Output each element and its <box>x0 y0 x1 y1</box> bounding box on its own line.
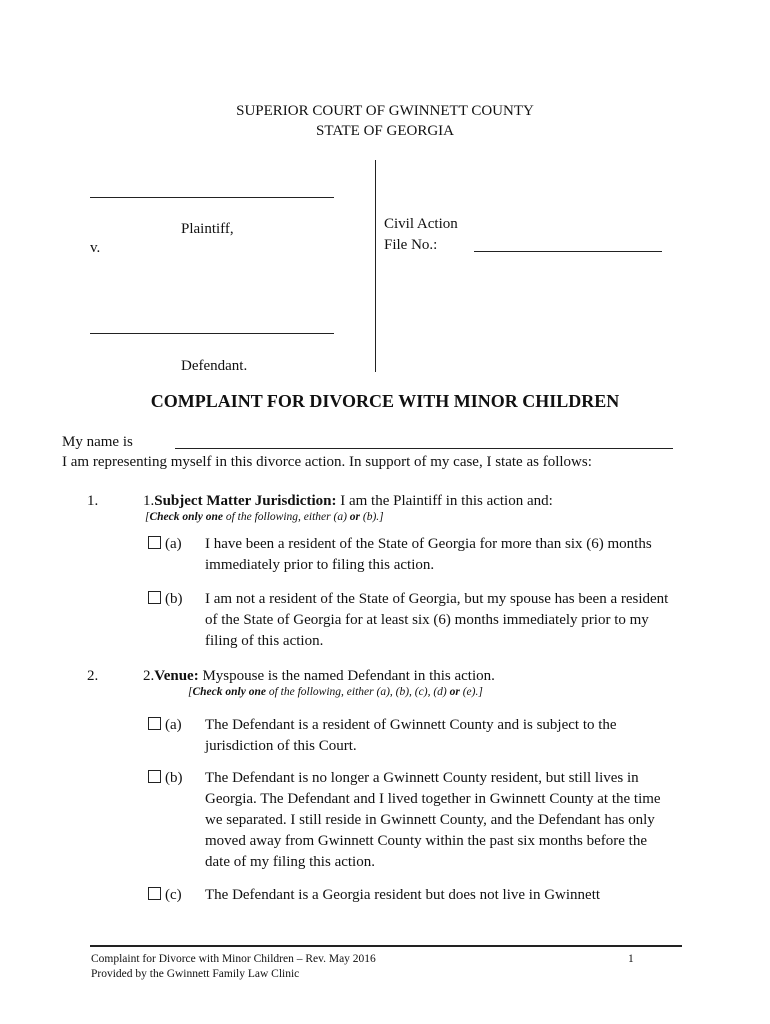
file-number-label: File No.: <box>384 237 438 253</box>
section-number: 2. <box>87 668 99 684</box>
plaintiff-name-line[interactable] <box>90 197 334 198</box>
checkbox[interactable] <box>148 887 161 900</box>
file-number-line[interactable] <box>474 251 662 252</box>
checkbox[interactable] <box>148 717 161 730</box>
section-instruction: [Check only one of the following, either (a) or (b).] <box>145 511 384 523</box>
option-text: The Defendant is no longer a Gwinnett County resident, but still lives in Georgia. The Defendant and I lived together in Gwinnett County at the time we separated. I still reside in Gwinnett County, and the Defendant has only moved away from Gwinnett County within the past six months before the date of my filing this action. <box>205 770 661 870</box>
section-number: 1. <box>87 493 99 509</box>
court-state: STATE OF GEORGIA <box>316 123 454 139</box>
versus-label: v. <box>90 240 101 256</box>
defendant-label: Defendant. <box>181 358 248 374</box>
section-heading: 2.Venue: Myspouse is the named Defendant in this action. <box>143 668 495 684</box>
defendant-name-line[interactable] <box>90 333 334 334</box>
checkbox[interactable] <box>148 591 161 604</box>
page-number: 1 <box>628 953 634 965</box>
court-name: SUPERIOR COURT OF GWINNETT COUNTY <box>236 103 534 119</box>
option-text: The Defendant is a Georgia resident but does not live in Gwinnett <box>205 887 601 903</box>
name-label: My name is <box>62 434 133 450</box>
intro-statement: I am representing myself in this divorce action. In support of my case, I state as follows: <box>62 454 592 470</box>
section-instruction: [Check only one of the following, either (a), (b), (c), (d) or (e).] <box>188 686 483 698</box>
checkbox[interactable] <box>148 536 161 549</box>
caption-divider <box>375 160 376 372</box>
option-text: I have been a resident of the State of Georgia for more than six (6) months immediately prior to filing this action. <box>205 536 652 573</box>
footer-rule <box>90 945 682 947</box>
document-title: COMPLAINT FOR DIVORCE WITH MINOR CHILDREN <box>150 391 620 411</box>
option-text: The Defendant is a resident of Gwinnett County and is subject to the jurisdiction of this Court. <box>205 717 617 754</box>
name-line[interactable] <box>175 448 673 449</box>
footer-title: Complaint for Divorce with Minor Children – Rev. May 2016 <box>91 953 376 965</box>
plaintiff-label: Plaintiff, <box>181 221 234 237</box>
footer-provider: Provided by the Gwinnett Family Law Clinic <box>91 968 300 980</box>
civil-action-label: Civil Action <box>384 216 458 232</box>
checkbox[interactable] <box>148 770 161 783</box>
option-text: I am not a resident of the State of Georgia, but my spouse has been a resident of the State of Georgia for at least six (6) months immediately prior to my filing of this action. <box>205 591 669 649</box>
section-heading: 1.Subject Matter Jurisdiction: I am the Plaintiff in this action and: <box>143 493 553 509</box>
